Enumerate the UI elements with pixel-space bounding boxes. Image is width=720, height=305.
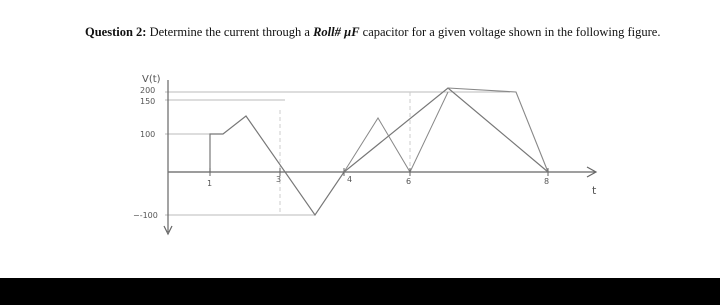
- bottom-black-bar: [0, 278, 720, 305]
- y-axis-label: V(t): [142, 74, 161, 85]
- x-tick-label-3: 3: [276, 175, 282, 184]
- y-tick-label-100: 100: [140, 130, 156, 139]
- question-number: Question 2:: [85, 25, 147, 39]
- y-tick-label-neg100: −-100: [133, 211, 158, 220]
- question-body-part1: Determine the current through a: [146, 25, 314, 39]
- x-tick-label-4: 4: [347, 175, 353, 184]
- x-tick-label-8: 8: [544, 177, 550, 186]
- x-tick-label-1: 1: [207, 179, 213, 188]
- x-tick-label-6: 6: [406, 177, 412, 186]
- y-tick-label-150: 150: [140, 97, 156, 106]
- capacitor-label: Roll# µF: [313, 25, 360, 39]
- x-axis-label: t: [592, 184, 597, 197]
- question-body-part2: capacitor for a given voltage shown in the following figure.: [359, 25, 661, 39]
- y-tick-label-200: 200: [140, 86, 156, 95]
- voltage-waveform-line: [168, 88, 548, 215]
